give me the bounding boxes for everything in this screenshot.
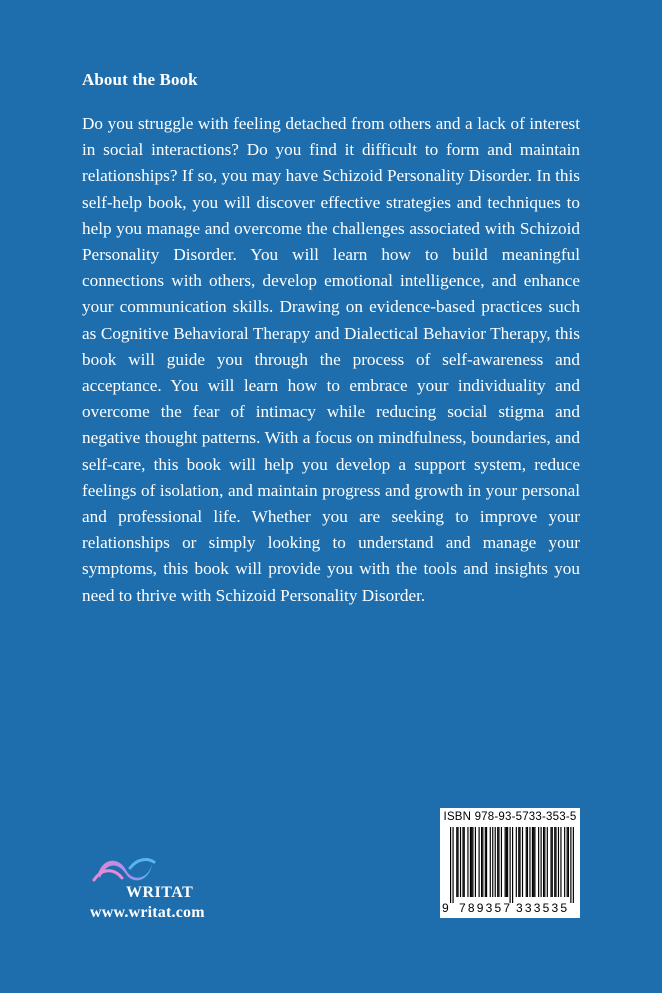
- barcode-bar: [507, 827, 508, 897]
- barcode-bar: [450, 827, 451, 903]
- barcode-bar: [552, 827, 553, 897]
- barcode-bar: [501, 827, 502, 897]
- barcode-bar: [505, 827, 506, 897]
- barcode-bar: [475, 827, 476, 897]
- publisher-url: www.writat.com: [90, 904, 205, 921]
- barcode-bar: [498, 827, 499, 897]
- barcode-bar: [567, 827, 568, 897]
- barcode-bar: [573, 827, 574, 903]
- barcode-bar: [555, 827, 556, 897]
- barcode-bar: [538, 827, 539, 897]
- barcode-bar: [460, 827, 461, 897]
- barcode-bar: [570, 827, 571, 903]
- barcode-bar: [547, 827, 548, 897]
- barcode-bar: [497, 827, 498, 897]
- barcode-bar: [544, 827, 545, 897]
- barcode-bar: [558, 827, 559, 897]
- barcode-bar: [452, 827, 453, 903]
- barcode-bar: [527, 827, 528, 897]
- isbn-digit-first: 9: [442, 901, 449, 915]
- barcode-bar: [462, 827, 463, 897]
- barcode-bar: [470, 827, 471, 897]
- isbn-digits-right: 333535: [516, 901, 570, 915]
- barcode-bar: [533, 827, 534, 897]
- isbn-label: ISBN 978-93-5733-353-5: [443, 811, 577, 823]
- barcode-bar: [495, 827, 496, 897]
- barcode-bar: [541, 827, 542, 897]
- barcode-bar: [510, 827, 511, 903]
- barcode-bar: [490, 827, 491, 897]
- barcode-bar: [550, 827, 551, 897]
- barcode-bar: [472, 827, 473, 897]
- barcode-bar: [482, 827, 483, 897]
- barcode-bar: [532, 827, 533, 897]
- book-description: Do you struggle with feeling detached from others and a lack of interest in social interactions? Do you find it difficult to form and maintain relationships? If so, you may have Schizoid Personality Disorder. In this self-help book, you will discover effective strategies and techniques to help you manage and overcome the challenges associated with Schizoid Personality Disorder. You will learn how to build meaningful connections with others, develop emotional intelligence, and enhance your communication skills. Drawing on evidence-based practices such as Cognitive Behavioral Therapy and Dialectical Behavior Therapy, this book will guide you through the process of self-awareness and acceptance. You will learn how to embrace your individuality and overcome the fear of intimacy while reducing social stigma and negative thought patterns. With a focus on mindfulness, boundaries, and self-care, this book will help you develop a support system, reduce feelings of isolation, and maintain progress and growth in your personal and professional life. Whether you are seeking to improve your relationships or simply looking to understand and manage your symptoms, this book will provide you with the tools and insights you need to thrive with Schizoid Personality Disorder.: [82, 114, 580, 605]
- isbn-digits-left: 789357: [459, 901, 513, 915]
- about-heading: About the Book: [82, 70, 198, 89]
- barcode-bar: [506, 827, 507, 897]
- barcode-bar: [471, 827, 472, 897]
- publisher-logo: [84, 850, 244, 930]
- barcode-bar: [518, 827, 519, 897]
- barcode-bar: [543, 827, 544, 897]
- barcode-bar: [457, 827, 458, 897]
- barcode-bar: [464, 827, 465, 897]
- barcode-bar: [534, 827, 535, 897]
- isbn-barcode: [440, 808, 580, 918]
- barcode-bar: [554, 827, 555, 897]
- barcode-bar: [481, 827, 482, 897]
- barcode-bar: [560, 827, 561, 897]
- barcode-bar: [522, 827, 523, 897]
- barcode-bar: [529, 827, 530, 897]
- barcode-bar: [486, 827, 487, 897]
- barcode-bar: [568, 827, 569, 897]
- barcode-bar: [492, 827, 493, 897]
- infinity-logo-icon: [90, 850, 158, 888]
- barcode-bar: [564, 827, 565, 897]
- barcode-bar: [516, 827, 517, 897]
- publisher-name: WRITAT: [126, 884, 194, 901]
- barcode-bar: [519, 827, 520, 897]
- barcode-bar: [512, 827, 513, 903]
- barcode-bars: [450, 827, 574, 903]
- barcode-bar: [456, 827, 457, 897]
- barcode-bar: [485, 827, 486, 897]
- barcode-bar: [526, 827, 527, 897]
- barcode-bar: [479, 827, 480, 897]
- barcode-bar: [467, 827, 468, 897]
